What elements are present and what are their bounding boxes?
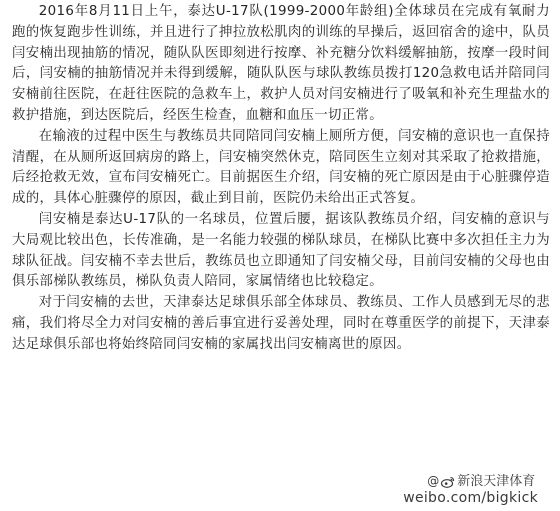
- article-paragraph-2: 在输液的过程中医生与教练员共同陪同闫安楠上厕所方便，闫安楠的意识也一直保持清醒，在从厕所返回病房的路上，闫安楠突然休克，陪同医生立刻对其采取了抢救措施，后经抢救无效，宣布闫安楠死亡。目前据医生介绍，闫安楠的死亡原因是由于心脏骤停造成的，具体心脏骤停的原因，截止到目前，医院仍未给出正式答复。: [12, 128, 550, 207]
- watermark-at-sign: @: [427, 474, 440, 488]
- article-paragraph-3: 闫安楠是泰达U-17队的一名球员，位置后腰，据该队教练员介绍，闫安楠的意识与大局观比较出色，长传准确，是一名能力较强的梯队球员，在梯队比赛中多次担任主力为球队征战。闫安楠不幸去世后，教练员也立即通知了闫安楠父母，目前闫安楠的父母也由俱乐部梯队教练员，梯队负责人陪同，家属情绪也比较稳定。: [12, 211, 550, 290]
- weibo-logo-icon: [441, 476, 455, 488]
- watermark-account-line: [427, 473, 538, 490]
- watermark-account: 新浪天津体育: [457, 474, 536, 489]
- article-paragraph-1: 2016年8月11日上午，泰达U-17队(1999-2000年龄组)全体球员在完成有氧耐力跑的恢复跑步性训练，并且进行了抻拉放松肌肉的训练的早操后，返回宿舍的途中，队员闫安楠出现抽筋的情况，随队队医即刻进行按摩、补充糖分饮料缓解抽筋，按摩一段时间后，闫安楠的抽筋情况并未得到缓解，随队队医与球队教练员拨打120急救电话并陪同闫安楠前往医院，在赶往医院的急救车上，救护人员对闫安楠进行了吸氧和补充生理盐水的救护措施，到达医院后，经医生检查，血糖和血压一切正常。: [12, 4, 550, 123]
- weibo-watermark: [403, 473, 538, 507]
- article-paragraph-4: 对于闫安楠的去世，天津泰达足球俱乐部全体球员、教练员、工作人员感到无尽的悲痛，我们将尽全力对闫安楠的善后事宜进行妥善处理，同时在尊重医学的前提下，天津泰达足球俱乐部也将始终陪同闫安楠的家属找出闫安楠离世的原因。: [12, 295, 550, 352]
- watermark-url: weibo.com/bigkick: [403, 490, 538, 506]
